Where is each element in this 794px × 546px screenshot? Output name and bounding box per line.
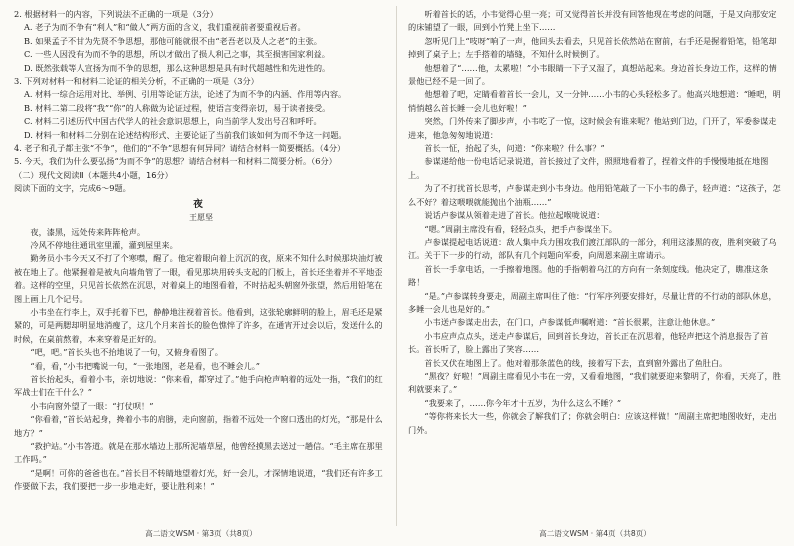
story-paragraph: 首长又伏在地图上了。他对着那条蓝色的线，接着写下去，直到窗外露出了鱼肚白。 [424,357,728,368]
page-footer-left: 高二语文WSM · 第3页（共8页） [145,529,257,538]
story-paragraph: 参谋递给他一份电话记录说道，首长接过了文件，照照地看着了，捏着文件的手慢慢地抵在地图上。 [408,156,769,180]
story-title: 夜 [193,198,209,210]
question-2-option-a: A. 老子为而不争有“利人”和“做人”两方面的含义，我们重视前者要重视后者。 [24,22,306,33]
story-paragraph: 小韦坐在行李上，双手托着下巴，静静地注视着首长。他看到，这张轮廓鲜明的脸上，眉毛还是紧紧的，可是两腮却明显地消瘦了，这几个月来首长的脸色憔悴了许多，在通宵开过会以后，发送什么的时候，在桌前熬着，本来穿着是正好的。 [14,306,383,344]
story-paragraph: “是啊！可你的爸爸也在。”首长目不转睛地望着灯光，好一会儿，才深情地说道，“我们还有许多工作要做下去，我们要把一步一步地走好，要让胜利来！” [14,467,383,492]
story-paragraph: 冷风不停地往通讯室里灌，灌到屋里来。 [30,239,178,250]
story-paragraph: 夜，漆黑，远处传来阵阵枪声。 [30,226,146,237]
story-paragraph: 首长抬起头，看着小韦，亲切地说：“你来看，都穿过了。”他手向枪声响着的远处一指，“我们的红军战士们在干什么？” [14,373,383,398]
story-paragraph: 为了不打扰首长思考，卢参谋走到小韦身边。他用铅笔敲了一下小韦的鼻子，轻声道：“这孩子，怎么不好？着这喂喂就能抛出个油瓶……” [408,183,781,207]
story-paragraph: “黑夜？好啦！”周副主席看见小韦在一旁，又看看地图，“我们就要迎来黎明了，你看，天亮了，胜利就要来了。” [408,370,781,395]
question-2-option-d: D. 既然张载等人宣扬为而不争的思想，那么这种思想是具有时代超越性和先进性的。 [24,62,331,73]
question-5: 5. 今天，我们为什么要弘扬“为而不争”的思想？请结合材料一和材料二简要分析。（6分） [14,156,337,167]
story-paragraph: 说话卢参谋从领着走进了首长。他拉起喉咙说道： [424,210,605,221]
story-paragraph: 突然，门外传来了脚步声，小韦吃了一惊，这时候会有谁来呢？他站到门边，门开了，军委参谋走进来，他急匆匆地说道： [408,116,777,140]
question-3-stem: 3. 下列对材料一和材料二论证的相关分析，不正确的一项是（3分） [14,76,259,87]
story-author: 王愿坚 [189,213,213,223]
story-paragraph: “你看着，”首长站起身，搀着小韦的肩膀，走向窗前，指着不远处一个窗口透出的灯光，“那是什么地方？” [14,414,383,438]
question-3-option-b: B. 材料二第二段将“我”“你”的人称做为论证过程，使语言变得亲切，易于读者接受。 [24,102,331,113]
story-paragraph: “吧，吧。”首长头也不抬地说了一句，又俯身看图了。 [30,347,223,358]
story-paragraph: 听着首长的话，小韦觉得心里一亮；可又觉得首长并没有回答他现在考虑的问题，于是又向那安定的床铺望了一眼，回到小竹凳上坐下…… [408,9,777,33]
question-4: 4. 老子和孔子都主张“不争”，他们的“不争”思想有何异同？请结合材料一简要概括。（4分） [14,143,346,154]
left-column [14,8,388,520]
story-paragraph: 他想着了吧，定睛看着首长一会儿，又一分钟……小韦的心头轻松多了。他高兴地想道：“睡吧，明悄悄越么首长睡一会儿也好啦！” [408,89,781,113]
story-paragraph: “我要来了，……你今年才十五岁，为什么这么不睡？” [424,397,622,408]
right-column [408,8,782,520]
story-paragraph: “等你将来长大一些，你就会了解我们了；你就会明白：应该这样做！”周副主席把地图收好，走出门外。 [408,411,777,435]
story-paragraph: 首长一手拿电话，一手擦着地图。他的手指朝着乌江的方向有一条刻度线。他决定了，瞧准这条路！ [408,263,769,288]
column-divider [396,6,397,526]
reading-instruction: 阅读下面的文字，完成6～9题。 [14,183,131,194]
story-paragraph: 忽听见门上“吱呀”响了一声，他回头去看去，只见首长依然站在窗前，右手还是握着铅笔，铅笔却掉到了桌子上；左手搭着的墙缝，不知什么时候倒了。 [408,35,777,60]
story-paragraph: 勤务员小韦今天又不打了个寒噤，醒了。他定着眼向着上沉沉的夜，原来不知什么时候那块油灯被被在地上了。他紧握着是被丸向墙角管了一眼，看见那块用砖头支起的门板上，首长还坐着并不平地歪着。这样的空里，只见首长依然在沉思，对着桌上的地图看着，不时拈起头朝窗外张望，然后用铅笔在图上画上几个记号。 [14,253,383,304]
story-paragraph: 小韦应声点点头，送走卢参谋后，回到首长身边，首长正在沉思着，他轻声把这个消息报告了首长。首长听了，脸上露出了笑容…… [408,330,769,355]
story-paragraph: 卢参谋提起电话说道：敌人集中兵力围攻我们渡江部队的一部分，利用这漆黑的夜，胜利突破了乌江。关于下一步的行动，部队有几个问题向军委，向周恩来副主席请示。 [408,236,777,261]
question-2-option-c: C. 一些人因没有为而不争的思想，所以才做出了损人利己之事，其至损害国家利益。 [24,49,330,60]
story-paragraph: “救护站。”小韦答道。就是在那水墙边上那所泥墙草屋，他曾经摸黑去送过一趟信。“毛主席在那里工作吗。” [14,441,383,465]
story-paragraph: 小韦送卢参谋走出去，在门口，卢参谋低声嘱咐道：“首长很累，注意让他休息。” [424,317,716,328]
story-paragraph: “看，看，”小韦把嘴说一句，“一张地图，老是看，也不睡会儿。” [30,360,260,371]
story-paragraph: 小韦向窗外望了一眼：“打仗呗！” [30,400,154,411]
story-paragraph: 首长一怔，抬起了头，问道：“你来啦？什么事？” [424,143,605,154]
story-paragraph: 他想着了“……他，太累啦！”小韦眼睛一下子又湿了，真想站起来。身边首长身边工作，这样的情景他已经不是一回了。 [408,62,777,87]
question-3-option-a: A. 材料一综合运用对比、举例、引用等论证方法，论述了为而不争的内涵、作用等内容。 [24,89,347,100]
question-3-option-c: C. 材料二引述历代中国古代学人的社会意识思想上，向当前学人发出号召和呼吁。 [24,116,322,127]
question-2-option-b: B. 如果孟子不甘为先贤不争思想，那他可能就很不由“老吾老以及人之老”的主张。 [24,35,322,46]
page-footer-right: 高二语文WSM · 第4页（共8页） [539,529,651,538]
question-3-option-d: D. 材料一和材料二分别在论述结构形式、主要论证了当前我们该如何为而不争这一问题。 [24,129,347,140]
story-paragraph: “是。”卢参谋转身要走，周副主席叫住了他：“行军序列要安排好，尽量让背的不行动的部队休息，多睡一会儿也是好的。” [408,290,777,314]
question-2-stem: 2. 根据材料一的内容，下列说法不正确的一项是（3分） [14,9,218,19]
section-heading: （二）现代文阅读Ⅱ（本题共4小题，16分） [14,169,173,180]
story-paragraph: “嗯。”周副主席没有看，轻轻点头，把手卢参谋坐下。 [424,223,617,234]
